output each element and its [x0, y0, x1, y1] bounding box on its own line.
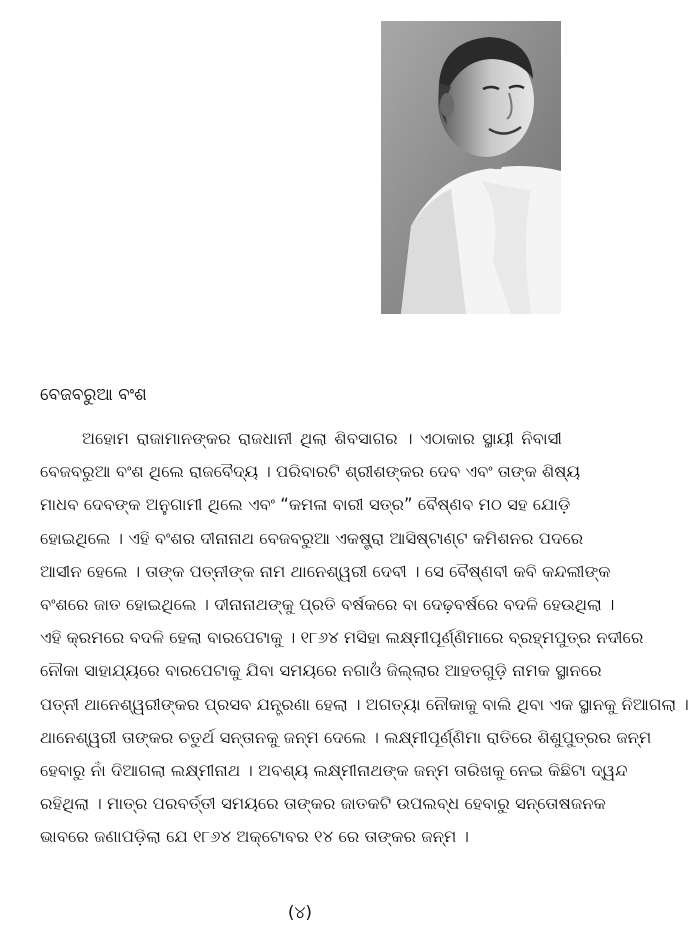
- paragraph-line: ହେବାରୁ ନାଁ ଦିଆଗଲା ଲକ୍ଷ୍ମୀନାଥ । ଅବଶ୍ୟ ଲକ୍ଷ୍ମୀନାଥଙ୍କ ଜନ୍ମ ତାରିଖକୁ ନେଇ କିଛିଟା ଦ୍ୱନ୍ଦ: [40, 760, 628, 780]
- body-paragraph: [40, 422, 689, 853]
- paragraph-line: ବଂଶରେ ଜାତ ହୋଇଥିଲେ । ଦୀନାନାଥଙ୍କୁ ପ୍ରତି ବର୍ଷକରେ ବା ଦେଢ଼ବର୍ଷରେ ବଦଳି ହେଉଥିଲା ।: [40, 594, 615, 614]
- paragraph-line: ଭାବରେ ଜଣାପଡ଼ିଲା ଯେ ୧୮୬୪ ଅକ୍ଟୋବର ୧୪ ରେ ତାଙ୍କର ଜନ୍ମ ।: [40, 827, 469, 847]
- paragraph-line: ଅହୋମ ରାଜାମାନଙ୍କର ରାଜଧାନୀ ଥିଲା ଶିବସାଗର । ଏଠାକାର ସ୍ଥାୟୀ ନିବାସୀ: [82, 429, 562, 448]
- paragraph-line: ମାଧବ ଦେବଙ୍କ ଅନୁଗାମୀ ଥିଲେ ଏବଂ “କମଳା ବାରୀ ସତ୍ର” ବୈଷ୍ଣବ ମଠ ସହ ଯୋଡ଼ି: [40, 495, 571, 515]
- paragraph-line: ରହିଥିଲା । ମାତ୍ର ପରବର୍ତ୍ତୀ ସମୟରେ ତାଙ୍କର ଜାତକଟି ଉପଲବ୍ଧ ହେବାରୁ ସନ୍ତୋଷଜନକ: [40, 794, 606, 814]
- paragraph-line: ପତ୍ନୀ ଥାନେଶ୍ୱରୀଙ୍କର ପ୍ରସବ ଯନ୍ତ୍ରଣା ହେଲା । ଅଗତ୍ୟା ନୌକାକୁ ବାଲି ଥିବା ଏକ ସ୍ଥାନକୁ ନିଆଗଲା ।: [40, 694, 689, 714]
- page-number: (୪): [287, 903, 313, 923]
- paragraph-line: ଥାନେଶ୍ୱରୀ ତାଙ୍କର ଚତୁର୍ଥ ସନ୍ତାନକୁ ଜନ୍ମ ଦେଲେ । ଲକ୍ଷ୍ମୀପୂର୍ଣ୍ଣିମା ରାତିରେ ଶିଶୁପୁତ୍ରର ଜନ୍ମ: [40, 727, 652, 747]
- portrait-photo: [381, 21, 561, 314]
- paragraph-line: ବେଜବରୁଆ ବଂଶ ଥିଲେ ରାଜବୈଦ୍ୟ । ପରିବାରଟି ଶ୍ରୀଶଙ୍କର ଦେବ ଏବଂ ତାଙ୍କ ଶିଷ୍ୟ: [40, 462, 581, 482]
- section-heading: ବେଜବରୁଆ ବଂଶ: [40, 385, 147, 405]
- paragraph-line: ଆସୀନ ହେଲେ । ତାଙ୍କ ପତ୍ନୀଙ୍କ ନାମ ଥାନେଶ୍ୱରୀ ଦେବୀ । ସେ ବୈଷ୍ଣବୀ କବି କନ୍ଦଲୀଙ୍କ: [40, 561, 611, 581]
- portrait-photo-icon: [381, 21, 561, 314]
- paragraph-line: ହୋଇଥିଲେ । ଏହି ବଂଶର ଦୀନାନାଥ ବେଜବରୁଆ ଏକଷ୍ଟ୍ରା ଆସିଷ୍ଟାଣ୍ଟ କମିଶନର ପଦରେ: [40, 528, 584, 548]
- paragraph-line: ନୌକା ସାହାଯ୍ୟରେ ବାରପେଟାକୁ ଯିବା ସମୟରେ ନଗାଓଁ ଜିଲ୍ଲାର ଆହତଗୁଡ଼ି ନାମକ ସ୍ଥାନରେ: [40, 661, 602, 681]
- paragraph-line: ଏହି କ୍ରମରେ ବଦଳି ହେଲା ବାରପେଟାକୁ । ୧୮୬୪ ମସିହା ଲକ୍ଷ୍ମୀପୂର୍ଣ୍ଣିମାରେ ବ୍ରହ୍ମପୁତ୍ର ନଦୀରେ: [40, 628, 644, 648]
